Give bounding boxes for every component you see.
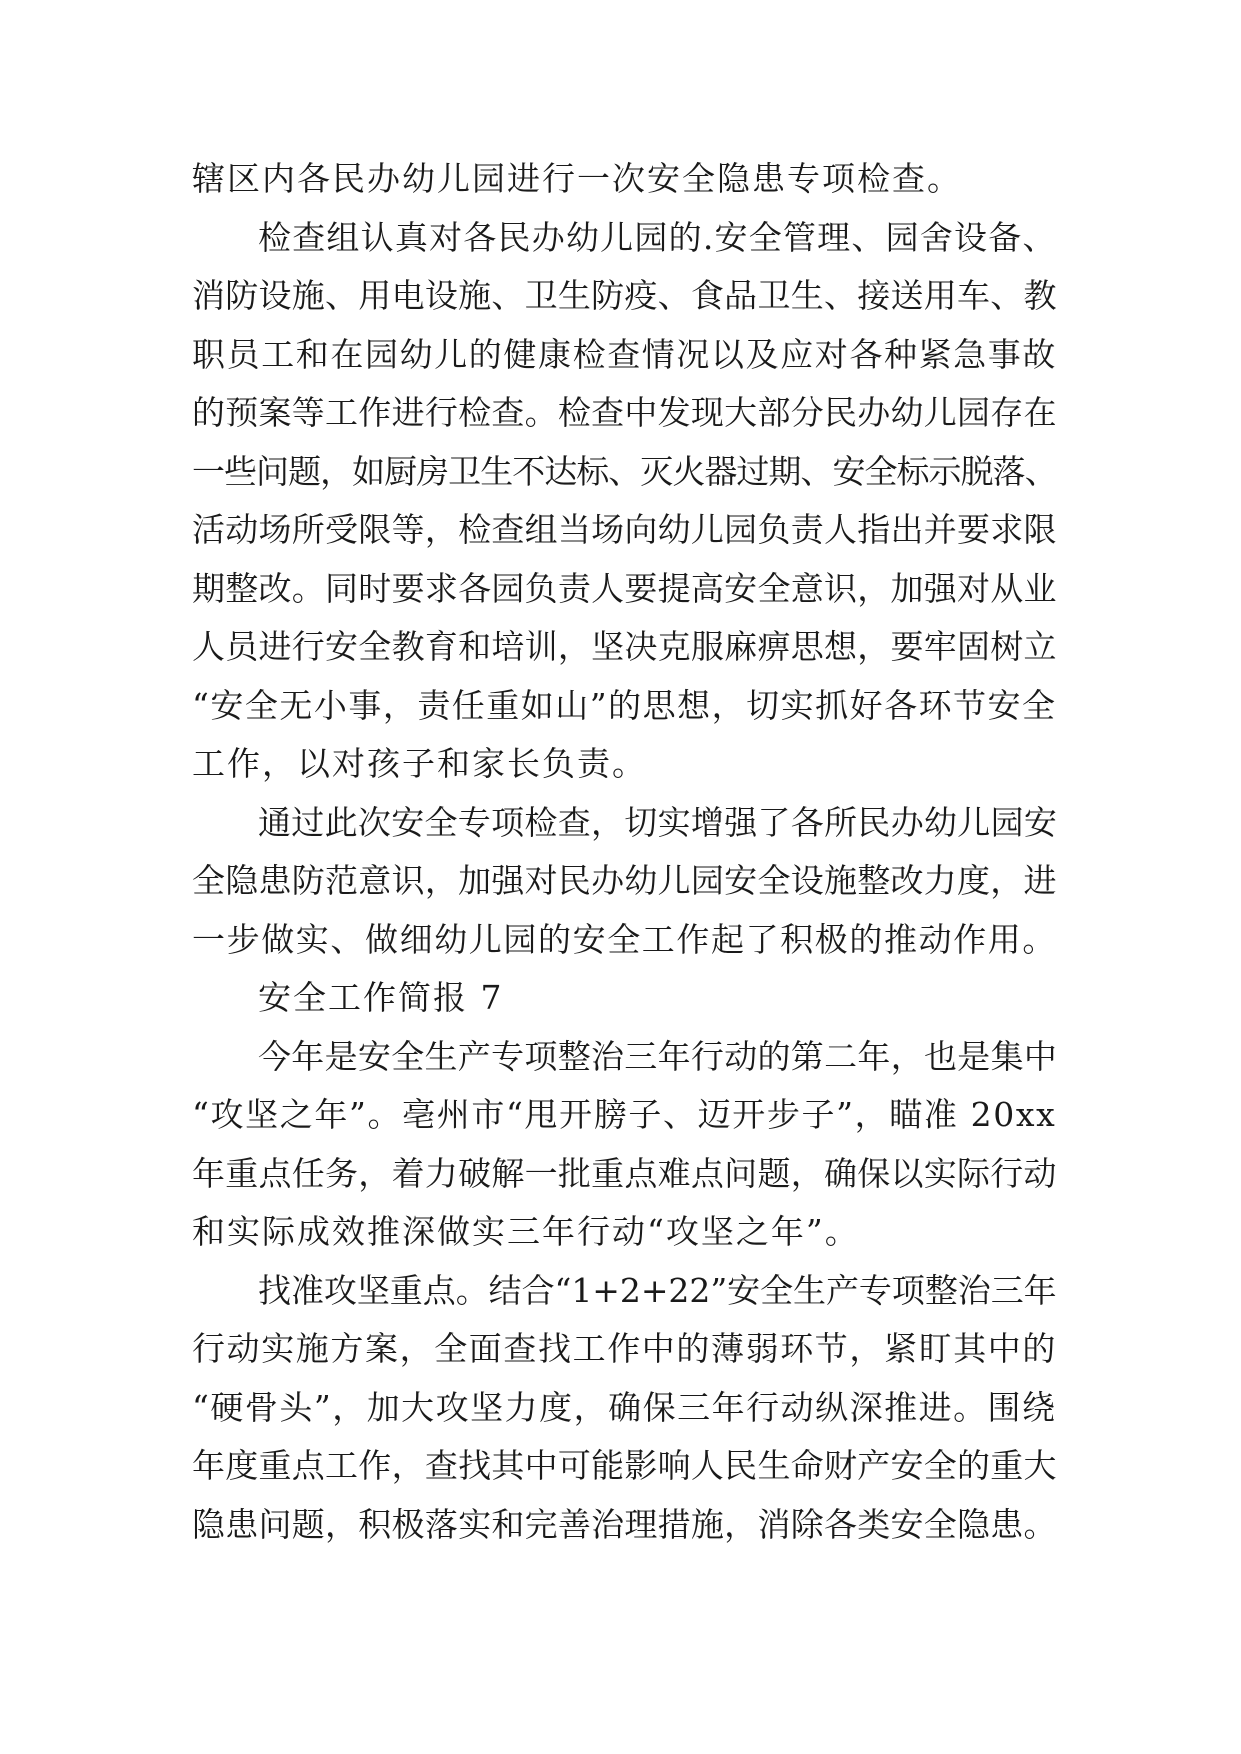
text-line: 工作，以对孩子和家长负责。 bbox=[192, 744, 647, 783]
text-line: “安全无小事，责任重如山”的思想，切实抓好各环节安全 bbox=[192, 685, 1057, 725]
text-line: 行动实施方案，全面查找工作中的薄弱环节，紧盯其中的 bbox=[192, 1329, 1057, 1368]
text-line: 一步做实、做细幼儿园的安全工作起了积极的推动作用。 bbox=[192, 919, 1057, 959]
text-line: 活动场所受限等，检查组当场向幼儿园负责人指出并要求限 bbox=[192, 510, 1057, 549]
text-line: 年重点任务，着力破解一批重点难点问题，确保以实际行动 bbox=[192, 1153, 1057, 1193]
text-line: 通过此次安全专项检查，切实增强了各所民办幼儿园安 bbox=[258, 802, 1058, 842]
text-line: “攻坚之年”。亳州市“甩开膀子、迈开步子”，瞄准 20xx bbox=[192, 1095, 1057, 1134]
text-line: 辖区内各民办幼儿园进行一次安全隐患专项检查。 bbox=[192, 159, 962, 198]
text-line: 检查组认真对各民办幼儿园的.安全管理、园舍设备、 bbox=[258, 217, 1057, 257]
text-line: 人员进行安全教育和培训，坚决克服麻痹思想，要牢固树立 bbox=[192, 627, 1057, 666]
text-line: 期整改。同时要求各园负责人要提高安全意识，加强对从业 bbox=[192, 568, 1057, 608]
text-line: 年度重点工作，查找其中可能影响人民生命财产安全的重大 bbox=[192, 1446, 1057, 1485]
text-line: 消防设施、用电设施、卫生防疫、食品卫生、接送用车、教 bbox=[192, 276, 1057, 315]
text-line: 隐患问题，积极落实和完善治理措施，消除各类安全隐患。 bbox=[192, 1504, 1057, 1544]
text-line: 今年是安全生产专项整治三年行动的第二年，也是集中 bbox=[258, 1036, 1058, 1076]
text-line: 找准攻坚重点。结合“1+2+22”安全生产专项整治三年 bbox=[258, 1270, 1057, 1310]
text-line: 的预案等工作进行检查。检查中发现大部分民办幼儿园存在 bbox=[192, 393, 1057, 432]
text-line: 安全工作简报 7 bbox=[258, 978, 504, 1017]
text-line: “硬骨头”，加大攻坚力度，确保三年行动纵深推进。围绕 bbox=[192, 1387, 1057, 1427]
text-line: 和实际成效推深做实三年行动“攻坚之年”。 bbox=[192, 1212, 860, 1251]
document-body bbox=[192, 150, 1062, 1554]
text-line: 全隐患防范意识，加强对民办幼儿园安全设施整改力度，进 bbox=[192, 861, 1057, 900]
text-line: 职员工和在园幼儿的健康检查情况以及应对各种紧急事故 bbox=[192, 334, 1057, 374]
text-line: 一些问题，如厨房卫生不达标、灭火器过期、安全标示脱落、 bbox=[192, 451, 1057, 491]
